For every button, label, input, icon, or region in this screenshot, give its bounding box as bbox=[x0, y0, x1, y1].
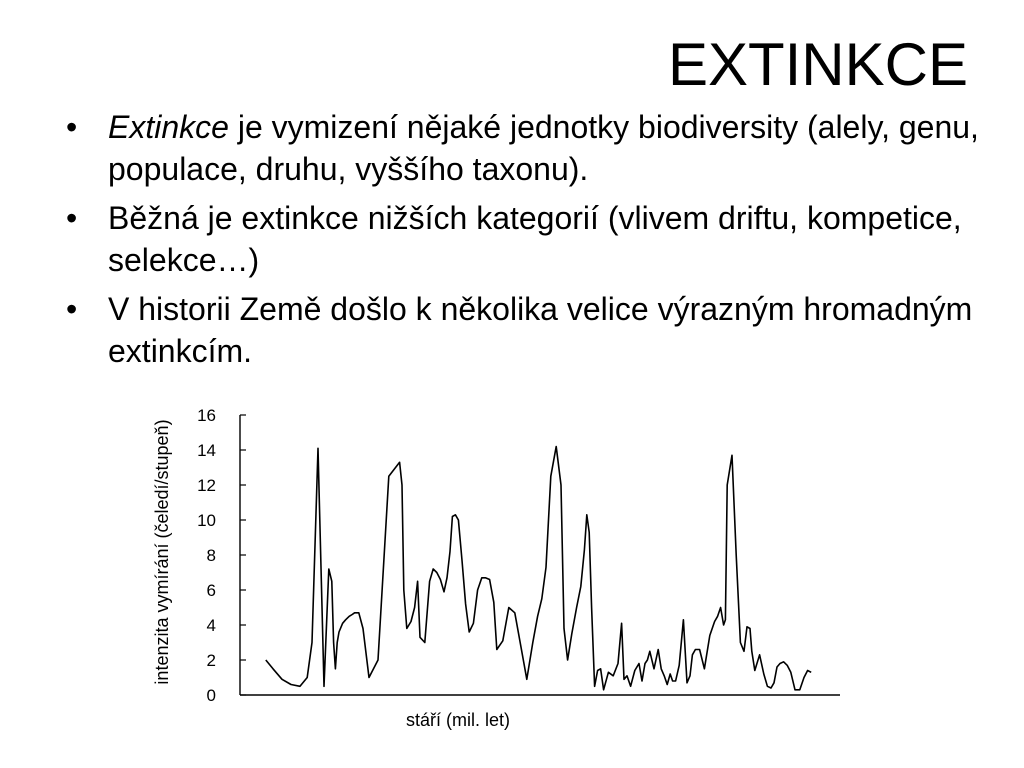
bullet-dot-icon: • bbox=[66, 109, 78, 145]
bullet-term: Extinkce bbox=[108, 109, 229, 145]
bullet-dot-icon: • bbox=[66, 291, 78, 327]
bullet-dot-icon: • bbox=[66, 200, 78, 236]
x-axis-label: stáří (mil. let) bbox=[405, 710, 511, 730]
chart-plot bbox=[152, 406, 840, 730]
slide-title: EXTINKCE bbox=[667, 31, 968, 98]
bullet-text: je vymizení nějaké jednotky biodiversity (alely, genu, populace, druhu, vyššího taxonu). bbox=[108, 109, 979, 187]
bullet-text: V historii Země došlo k několika velice výrazným hromadným extinkcím. bbox=[108, 291, 973, 369]
bullet-text: Běžná je extinkce nižších kategorií (vlivem driftu, kompetice, selekce…) bbox=[108, 200, 962, 278]
y-tick-label: 14 bbox=[197, 441, 216, 460]
y-axis-label: intenzita vymírání (čeledí/stupeň) bbox=[152, 419, 172, 685]
y-tick-label: 10 bbox=[197, 511, 216, 530]
y-tick-label: 4 bbox=[206, 616, 216, 635]
y-tick-label: 16 bbox=[197, 406, 216, 425]
y-tick-label: 12 bbox=[197, 476, 216, 495]
y-tick-label: 2 bbox=[206, 651, 216, 670]
y-tick-label: 6 bbox=[206, 581, 216, 600]
y-tick-label: 0 bbox=[206, 686, 216, 705]
series-line bbox=[266, 447, 811, 690]
y-tick-label: 8 bbox=[206, 546, 216, 565]
